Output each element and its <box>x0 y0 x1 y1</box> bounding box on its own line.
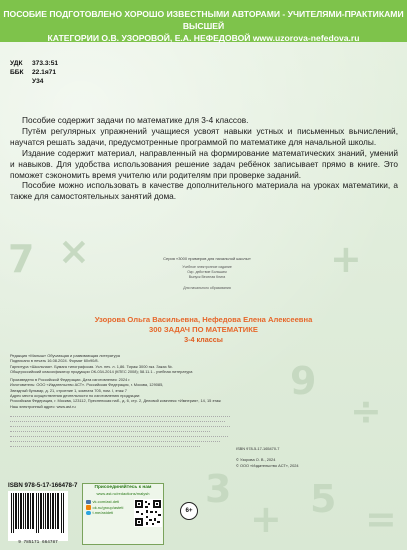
isbn-label: ISBN 978-5-17-166478-7 <box>8 482 78 489</box>
background-math-pattern: + <box>250 497 282 541</box>
legal-line: Российская Федерация, г. Москва, 123112, Пресненская наб., д. 6, стр. 2, Деловой комплекс «Империя», 14, 15 этаж <box>10 398 221 404</box>
barcode-icon <box>10 493 66 533</box>
imprint-block <box>112 256 302 290</box>
background-math-pattern: 3 <box>205 467 232 511</box>
legal-line: Звездный бульвар, д. 21, строение 1, комната 705, пом. I, этаж 7 <box>10 387 127 393</box>
description-paragraph: Издание содержит материал, направленный на формирование математических знаний, умений и навыков. Для удобства использования решение задач ребёнок записывает прямо в книге. Это поможет сэкономить время учителю или родителям при проверке заданий. <box>10 147 398 180</box>
imprint-line: Выпуск Веселая Книга <box>188 274 226 279</box>
background-math-pattern: = <box>365 497 397 541</box>
imprint-line: Учебное электронное издание <box>182 265 232 270</box>
social-title: Присоединяйтесь к нам <box>94 485 152 490</box>
social-link-label: vk.com/ast.deti <box>92 499 120 504</box>
book-grades: 3-4 классы <box>184 335 223 344</box>
legal-line: Редакция «Малыш» Обучающая и развивающая литература <box>10 353 120 358</box>
copyright-info <box>236 446 396 468</box>
description-paragraph: Пособие можно использовать в качестве дополнительного материала на уроках математики, а также для самостоятельных занятий дома. <box>10 180 398 202</box>
description-paragraph: Пособие содержит задачи по математике для 3-4 классов. <box>22 115 249 125</box>
background-math-pattern: ÷ <box>350 389 382 433</box>
banner-line-1: ПОСОБИЕ ПОДГОТОВЛЕНО ХОРОШО ИЗВЕСТНЫМИ АВТОРАМИ - УЧИТЕЛЯМИ-ПРАКТИКАМИ ВЫСШЕЙ <box>3 9 404 31</box>
legal-info <box>10 353 235 447</box>
imprint-line: Для начального образования <box>183 285 231 290</box>
udk-value: 373.3:51 <box>32 60 59 67</box>
legal-line: Изготовитель: ООО «Издательство АСТ». Российская Федерация, г. Москва, 129085, <box>10 382 164 388</box>
barcode <box>8 491 68 541</box>
authors-banner <box>0 0 407 42</box>
banner-url-link[interactable]: www.uzorova-nefedova.ru <box>252 33 360 43</box>
qr-code-icon[interactable] <box>134 499 162 527</box>
bbk-label: ББК <box>10 69 24 76</box>
copyright-line: ISBN 978-5-17-165470-7 <box>236 446 280 451</box>
background-math-pattern: 5 <box>310 477 337 521</box>
udk-label: УДК <box>10 60 23 67</box>
imprint-line: Окр. действие Большим <box>187 270 227 274</box>
classification-codes <box>10 59 58 86</box>
background-math-pattern: + <box>330 237 362 281</box>
background-math-pattern: 9 <box>290 359 317 403</box>
book-title: 300 ЗАДАЧ ПО МАТЕМАТИКЕ <box>149 325 258 334</box>
age-rating-badge: 6+ <box>180 502 198 520</box>
legal-line: Общероссийский классификатор продукции ОК-034-2014 (КПЕС 2008); 58.11.1 - учебная литература <box>10 368 193 374</box>
legal-line: Произведено в Российской Федерации. Дата изготовления: 2024 г. <box>10 377 131 383</box>
legal-line: Наш электронный адрес: www.ast.ru <box>10 403 76 409</box>
book-authors: Узорова Ольга Васильевна, Нефедова Елена Алексеевна <box>94 315 313 324</box>
copyright-line: © Узорова О. В., 2024 <box>236 457 276 463</box>
telegram-icon <box>86 511 91 516</box>
background-math-pattern: × <box>58 229 90 273</box>
legal-line: Подписано в печать 16.08.2024. Формат 60х90/8. <box>10 358 99 364</box>
social-link-label: ok.ru/group/asteti <box>92 504 124 510</box>
author-mark: У34 <box>32 78 44 85</box>
series-name: Серия «3000 примеров для начальной школы» <box>163 256 251 261</box>
copyright-line: © ООО «Издательство АСТ», 2024 <box>236 462 299 468</box>
social-url-link[interactable]: www.ast.ru/redactions/malysh <box>96 491 150 496</box>
bbk-value: 22.1я71 <box>32 69 57 76</box>
legal-line: Гарнитура «Школьная». Бумага типографская. Усл. печ. л. 1,86. Тираж 3000 экз. Заказ №. <box>10 363 173 369</box>
banner-line-2-text: КАТЕГОРИИ О.В. УЗОРОВОЙ, Е.А. НЕФЕДОВОЙ <box>47 33 251 43</box>
book-description <box>10 115 398 202</box>
banner-line-2 <box>0 32 407 44</box>
social-link-label: t.me/astdeti <box>92 510 114 516</box>
background-math-pattern: 7 <box>8 237 35 281</box>
vk-icon <box>86 500 91 505</box>
legal-line: Адрес места осуществления деятельности по изготовлению продукции: <box>10 393 141 399</box>
ok-icon <box>86 505 91 510</box>
barcode-number: 9 785171 664787 <box>18 540 58 545</box>
description-paragraph: Путём регулярных упражнений учащиеся усвоят навыки устных и письменных вычислений, научатся решать задачи, предусмотренные программой по математике для начальной школы. <box>10 125 398 147</box>
